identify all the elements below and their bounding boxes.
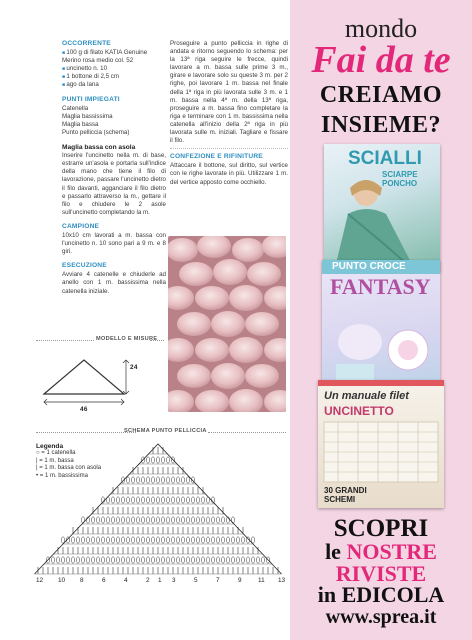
chart-chain-mark <box>196 517 199 523</box>
schema-label: SCHEMA PUNTO PELLICCIA <box>124 428 207 434</box>
chart-chain-mark <box>216 557 219 563</box>
shape-diagram <box>34 350 164 412</box>
chart-chain-mark <box>191 497 194 503</box>
chart-chain-mark <box>126 497 129 503</box>
row-number: 12 <box>36 577 44 584</box>
chart-chain-mark <box>111 497 114 503</box>
stitch-item: Punto pelliccia (schema) <box>62 128 130 136</box>
chart-chain-mark <box>171 557 174 563</box>
chart-chain-mark <box>116 517 119 523</box>
chart-chain-mark <box>211 537 214 543</box>
chart-chain-mark <box>171 537 174 543</box>
row-number: 8 <box>80 577 84 584</box>
chart-chain-mark <box>136 537 139 543</box>
chart-chain-mark <box>221 537 224 543</box>
legend-item: • = 1 m. bassissima <box>36 472 88 479</box>
magazine-badge: 30 GRANDI SCHEMI <box>324 486 367 504</box>
chart-chain-mark <box>251 557 254 563</box>
chart-chain-mark <box>211 517 214 523</box>
chart-chain-mark <box>236 557 239 563</box>
chart-chain-mark <box>236 537 239 543</box>
magazine-title: FANTASY <box>330 274 431 299</box>
chart-chain-mark <box>116 537 119 543</box>
stitch-item: Maglia bassissima <box>62 112 113 120</box>
chart-chain-mark <box>91 557 94 563</box>
chart-chain-mark <box>96 517 99 523</box>
chart-chain-mark <box>201 517 204 523</box>
modello-label: MODELLO E MISURE <box>96 336 158 342</box>
divider <box>170 148 288 149</box>
material-item: ■ 1 bottone di 2,5 cm <box>62 73 166 81</box>
chart-chain-mark <box>96 537 99 543</box>
legend-item: ○ = 1 catenella <box>36 450 76 457</box>
chart-chain-mark <box>166 477 169 483</box>
stitch-item: Maglia bassa <box>62 120 99 128</box>
chart-chain-mark <box>156 557 159 563</box>
chart-chain-mark <box>151 477 154 483</box>
chart-chain-mark <box>221 517 224 523</box>
chart-chain-mark <box>191 517 194 523</box>
chart-chain-mark <box>51 557 54 563</box>
divider <box>150 340 164 341</box>
chart-chain-mark <box>161 497 164 503</box>
chart-chain-mark <box>61 557 64 563</box>
chart-chain-mark <box>86 557 89 563</box>
chart-chain-mark <box>151 557 154 563</box>
material-item: ■ uncinetto n. 10 <box>62 65 166 73</box>
chart-chain-mark <box>181 537 184 543</box>
chart-chain-mark <box>81 537 84 543</box>
chart-chain-mark <box>131 477 134 483</box>
chart-chain-mark <box>111 517 114 523</box>
confezione-text: Attaccare il bottone, sul diritto, sul vertice con le righe lavorate in più. Utilizzare 1 m. del vertice apposto come occhiello. <box>170 162 288 186</box>
chart-chain-mark <box>176 517 179 523</box>
chart-chain-mark <box>121 537 124 543</box>
ad-scopri-text: SCOPRI <box>333 515 429 542</box>
width-measure: 46 <box>80 406 88 413</box>
chart-chain-mark <box>171 497 174 503</box>
divider <box>36 340 94 341</box>
chart-chain-mark <box>166 457 169 463</box>
asola-text: Inserire l'uncinetto nella m. di base, estrarre un'asola e portarla sull'indice della mano che tiene il filo di lavorazione, passare l'uncinetto dietro il filo davanti, agganciare il filo dietro e passarlo attraverso la m., gettare il filo e chiudere le 2 asole sull'uncinetto completando la m. <box>62 152 166 216</box>
row-number: 6 <box>102 577 106 584</box>
chart-chain-mark <box>156 497 159 503</box>
campione-text: 10x10 cm lavorati a m. bassa con l'uncinetto n. 10 sono pari a 9 m. e 8 giri. <box>62 231 166 256</box>
chart-chain-mark <box>71 557 74 563</box>
chart-chain-mark <box>146 517 149 523</box>
chart-chain-mark <box>121 517 124 523</box>
ad-creiamo-text: CREIAMO <box>319 82 443 108</box>
chart-chain-mark <box>91 537 94 543</box>
row-number: 1 <box>158 577 162 584</box>
chart-chain-mark <box>231 537 234 543</box>
chart-chain-mark <box>151 457 154 463</box>
chart-chain-mark <box>116 497 119 503</box>
chart-chain-mark <box>101 557 104 563</box>
chart-chain-mark <box>66 557 69 563</box>
punti-heading: PUNTI IMPIEGATI <box>62 95 120 103</box>
chart-chain-mark <box>126 477 129 483</box>
chart-chain-mark <box>166 497 169 503</box>
chart-chain-mark <box>76 557 79 563</box>
chart-chain-mark <box>176 557 179 563</box>
chart-chain-mark <box>176 497 179 503</box>
chart-chain-mark <box>161 517 164 523</box>
chart-chain-mark <box>101 517 104 523</box>
chart-chain-mark <box>246 557 249 563</box>
magazine-subtitle: UNCINETTO <box>324 404 394 418</box>
ad-riviste-text: RIVISTE <box>335 561 427 586</box>
chart-chain-mark <box>91 517 94 523</box>
chart-chain-mark <box>201 497 204 503</box>
chart-chain-mark <box>196 497 199 503</box>
legend-item: | = 1 m. bassa <box>36 457 74 464</box>
chart-chain-mark <box>121 557 124 563</box>
chart-chain-mark <box>131 557 134 563</box>
chart-chain-mark <box>156 537 159 543</box>
chart-chain-mark <box>141 517 144 523</box>
chart-chain-mark <box>136 517 139 523</box>
legend-title: Legenda <box>36 443 64 450</box>
chart-chain-mark <box>131 517 134 523</box>
stitch-item: Catenella <box>62 104 89 112</box>
chart-chain-mark <box>161 477 164 483</box>
magazine-title: Un manuale filet <box>324 390 409 402</box>
row-number: 3 <box>172 577 176 584</box>
chart-chain-mark <box>141 497 144 503</box>
occorrente-heading: OCCORRENTE <box>62 40 111 47</box>
chart-chain-mark <box>216 537 219 543</box>
chart-chain-mark <box>226 537 229 543</box>
single-crochet-icon: | <box>36 457 38 464</box>
chart-chain-mark <box>161 537 164 543</box>
chart-chain-mark <box>201 537 204 543</box>
row-number: 9 <box>238 577 242 584</box>
divider <box>208 432 286 433</box>
model-photo-icon <box>324 144 440 272</box>
chart-chain-mark <box>251 537 254 543</box>
row-numbers <box>34 577 286 587</box>
chart-chain-mark <box>181 477 184 483</box>
chart-chain-mark <box>181 557 184 563</box>
knit-texture-photo <box>168 236 286 412</box>
chart-chain-mark <box>206 517 209 523</box>
campione-heading: CAMPIONE <box>62 222 100 230</box>
chart-chain-mark <box>156 457 159 463</box>
chart-chain-mark <box>81 557 84 563</box>
row-number: 4 <box>124 577 128 584</box>
chart-chain-mark <box>256 557 259 563</box>
chart-chain-mark <box>151 537 154 543</box>
ad-edicola-text: in EDICOLA <box>317 582 445 607</box>
esecuzione-text: Avviare 4 catenelle e chiuderle ad anello con 1 m. bassissima nella catenella iniziale. <box>62 271 166 295</box>
chart-chain-mark <box>136 477 139 483</box>
row-number: 11 <box>258 577 265 584</box>
ad-website-link[interactable]: www.sprea.it <box>325 606 437 628</box>
chart-chain-mark <box>151 497 154 503</box>
magazine-top: PUNTO CROCE <box>332 261 406 272</box>
chart-chain-mark <box>106 537 109 543</box>
chart-chain-mark <box>101 537 104 543</box>
chart-chain-mark <box>146 497 149 503</box>
magazine-cover-scialli[interactable] <box>324 144 440 272</box>
chart-chain-mark <box>186 557 189 563</box>
magazine-title: SCIALLI <box>348 148 422 169</box>
chart-chain-mark <box>136 557 139 563</box>
chart-chain-mark <box>96 557 99 563</box>
chart-chain-mark <box>126 537 129 543</box>
unicorn-pattern-icon <box>322 260 440 388</box>
material-item: ■ 100 g di filato KATIA Genuine Merino rosa medio col. 52 <box>62 49 166 65</box>
chart-chain-mark <box>71 537 74 543</box>
chart-chain-mark <box>161 557 164 563</box>
chart-chain-mark <box>166 517 169 523</box>
chart-chain-mark <box>136 497 139 503</box>
chart-chain-mark <box>186 497 189 503</box>
chart-chain-mark <box>111 537 114 543</box>
chart-chain-mark <box>141 557 144 563</box>
chart-chain-mark <box>146 457 149 463</box>
chart-chain-mark <box>161 457 164 463</box>
chart-chain-mark <box>171 517 174 523</box>
chart-chain-mark <box>141 537 144 543</box>
chart-chain-mark <box>141 477 144 483</box>
procedure-text: Proseguire a punto pelliccia in righe di andata e ritorno seguendo lo schema: per la 13ª riga seguire le frecce, quindi lavorare a m. bassa sulle prime 3 m., girare e lavorare solo su queste 3 m. per 2 righe, poi lavorare 1 m. bassa nel finale della 1ª riga in più lavorata sulle 3 m. e 1 m. bassa nella 4ª m. della 13ª riga, proseguire a m. bassa fino completare la riga e terminare con 1 m. bassissima nella catenella all'inizio della 2ª riga in più lavorata sulle m. iniziali. Tagliare e fissare il filo. <box>170 40 288 145</box>
chart-chain-mark <box>206 557 209 563</box>
chart-chain-mark <box>186 477 189 483</box>
chart-chain-mark <box>186 537 189 543</box>
chart-chain-mark <box>111 557 114 563</box>
ad-mondo-text: mondo <box>344 14 418 43</box>
ad-fai-da-te-logo: Fai da te <box>311 39 451 81</box>
chart-chain-mark <box>241 557 244 563</box>
chart-chain-mark <box>211 557 214 563</box>
chart-chain-mark <box>146 477 149 483</box>
chart-chain-mark <box>131 537 134 543</box>
left-column <box>62 40 166 296</box>
row-number: 2 <box>146 577 150 584</box>
row-number: 5 <box>194 577 198 584</box>
legend-item: | = 1 m. bassa con asola <box>36 465 102 472</box>
chart-chain-mark <box>226 557 229 563</box>
chain-symbol-icon: ○ <box>36 450 40 457</box>
chart-chain-mark <box>146 557 149 563</box>
chart-chain-mark <box>121 497 124 503</box>
chart-chain-mark <box>181 497 184 503</box>
divider <box>36 432 136 433</box>
chart-chain-mark <box>176 537 179 543</box>
chart-chain-mark <box>106 517 109 523</box>
chart-chain-mark <box>261 557 264 563</box>
chart-chain-mark <box>166 537 169 543</box>
ad-le-nostre-text: le NOSTRE <box>325 539 437 564</box>
chart-chain-mark <box>216 517 219 523</box>
chart-chain-mark <box>196 537 199 543</box>
magazine-subtitle: SCIARPE PONCHO <box>382 170 418 188</box>
chart-chain-mark <box>156 517 159 523</box>
row-number: 13 <box>278 577 286 584</box>
chart-chain-mark <box>176 477 179 483</box>
chart-chain-mark <box>156 477 159 483</box>
chart-chain-mark <box>166 557 169 563</box>
slip-stitch-icon: • <box>36 472 39 479</box>
magazine-cover-filet[interactable] <box>318 380 444 508</box>
chart-chain-mark <box>61 537 64 543</box>
chart-chain-mark <box>151 517 154 523</box>
middle-column <box>170 40 288 187</box>
loop-stitch-icon: | <box>36 465 38 472</box>
chart-chain-mark <box>171 477 174 483</box>
chart-chain-mark <box>76 537 79 543</box>
chart-chain-mark <box>86 537 89 543</box>
material-item: ■ ago da lana <box>62 81 166 89</box>
chart-chain-mark <box>126 517 129 523</box>
chart-chain-mark <box>116 557 119 563</box>
chart-chain-mark <box>56 557 59 563</box>
stitch-chart <box>30 436 286 586</box>
chart-chain-mark <box>231 557 234 563</box>
confezione-heading: CONFEZIONE E RIFINITURE <box>170 153 263 161</box>
chart-chain-mark <box>106 557 109 563</box>
chart-chain-mark <box>191 537 194 543</box>
chart-chain-mark <box>191 557 194 563</box>
magazine-cover-fantasy[interactable] <box>322 260 440 388</box>
ad-insieme-text: INSIEME? <box>320 112 442 138</box>
height-measure: 24 <box>130 364 138 371</box>
chart-chain-mark <box>241 537 244 543</box>
chart-chain-mark <box>201 557 204 563</box>
chart-chain-mark <box>146 537 149 543</box>
asola-heading: Maglia bassa con asola <box>62 144 136 152</box>
chart-chain-mark <box>186 517 189 523</box>
chart-chain-mark <box>196 557 199 563</box>
chart-chain-mark <box>221 557 224 563</box>
chart-chain-mark <box>131 497 134 503</box>
chart-chain-mark <box>206 537 209 543</box>
chart-chain-mark <box>181 517 184 523</box>
esecuzione-heading: ESECUZIONE <box>62 262 107 270</box>
row-number: 7 <box>216 577 220 584</box>
chart-chain-mark <box>126 557 129 563</box>
row-number: 10 <box>58 577 66 584</box>
